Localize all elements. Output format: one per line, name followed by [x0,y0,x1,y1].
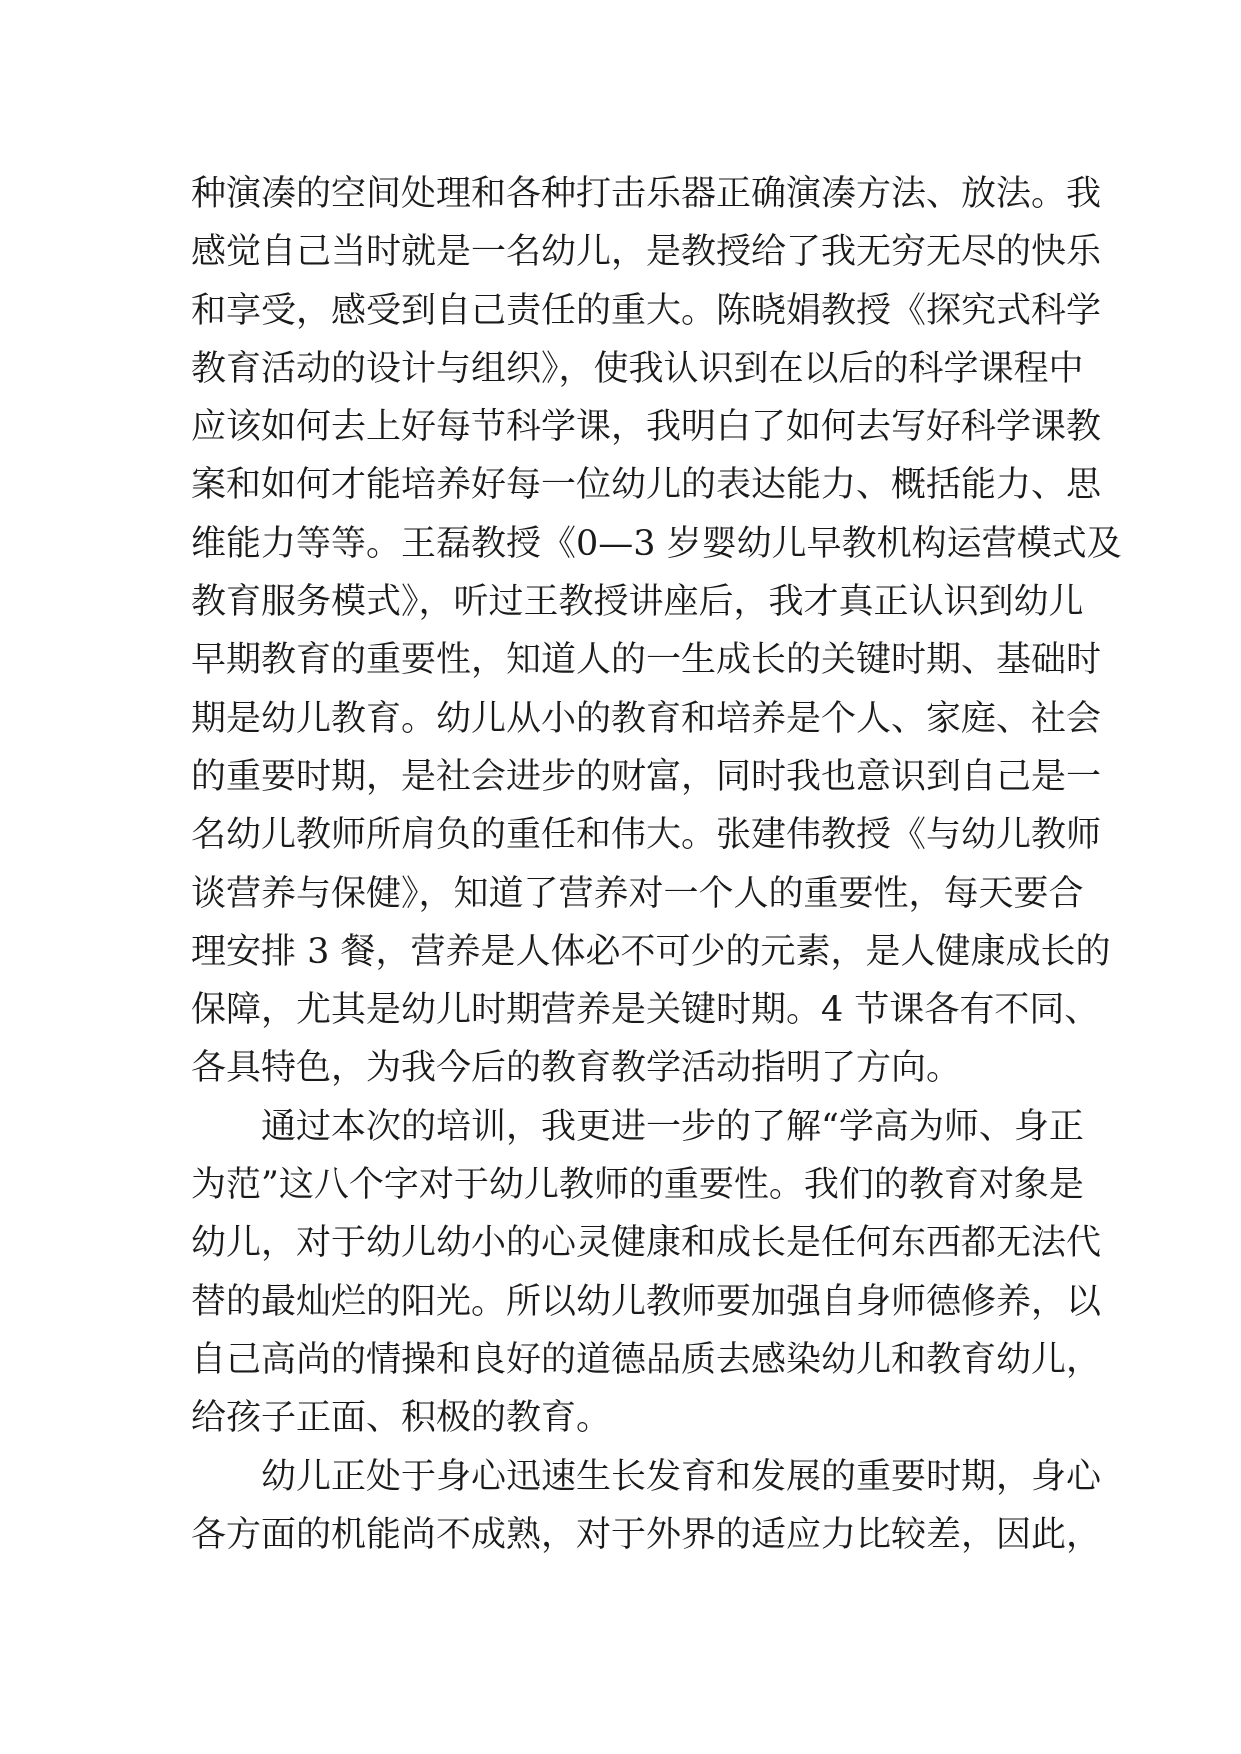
text-line: 感觉自己当时就是一名幼儿，是教授给了我无穷无尽的快乐 [191,232,1102,273]
body-text [191,165,1122,1564]
text-line: 的重要时期，是社会进步的财富，同时我也意识到自己是一 [191,756,1102,797]
text-line: 为范”这八个字对于幼儿教师的重要性。我们的教育对象是 [191,1165,1084,1206]
text-line: 名幼儿教师所肩负的重任和伟大。张建伟教授《与幼儿教师 [191,815,1102,856]
text-line: 种演凑的空间处理和各种打击乐器正确演凑方法、放法。我 [191,174,1102,214]
text-line: 各方面的机能尚不成熟，对于外界的适应力比较差，因此， [191,1514,1102,1555]
text-line: 谈营养与保健》，知道了营养对一个人的重要性，每天要合 [191,873,1084,914]
text-line: 维能力等等。王磊教授《0—3 岁婴幼儿早教机构运营模式及 [191,523,1122,564]
text-line: 应该如何去上好每节科学课，我明白了如何去写好科学课教 [191,407,1102,448]
text-line: 期是幼儿教育。幼儿从小的教育和培养是个人、家庭、社会 [191,698,1102,739]
text-line: 自己高尚的情操和良好的道德品质去感染幼儿和教育幼儿， [191,1339,1102,1380]
text-line: 保障，尤其是幼儿时期营养是关键时期。4 节课各有不同、 [191,990,1100,1031]
text-line: 给孩子正面、积极的教育。 [191,1398,612,1439]
text-line: 幼儿正处于身心迅速生长发育和发展的重要时期，身心 [261,1456,1102,1497]
text-line: 案和如何才能培养好每一位幼儿的表达能力、概括能力、思 [191,465,1102,506]
text-line: 理安排 3 餐，营养是人体必不可少的元素，是人健康成长的 [191,931,1111,972]
text-line: 和享受，感受到自己责任的重大。陈晓娟教授《探究式科学 [191,290,1102,331]
text-line: 替的最灿烂的阳光。所以幼儿教师要加强自身师德修养，以 [191,1281,1102,1322]
text-line: 教育活动的设计与组织》，使我认识到在以后的科学课程中 [191,348,1084,389]
text-line: 早期教育的重要性，知道人的一生成长的关键时期、基础时 [191,640,1102,681]
text-line: 各具特色，为我今后的教育教学活动指明了方向。 [191,1048,962,1089]
text-line: 通过本次的培训，我更进一步的了解“学高为师、身正 [261,1106,1084,1147]
text-line: 教育服务模式》，听过王教授讲座后，我才真正认识到幼儿 [191,582,1084,623]
text-line: 幼儿，对于幼儿幼小的心灵健康和成长是任何东西都无法代 [191,1223,1102,1264]
